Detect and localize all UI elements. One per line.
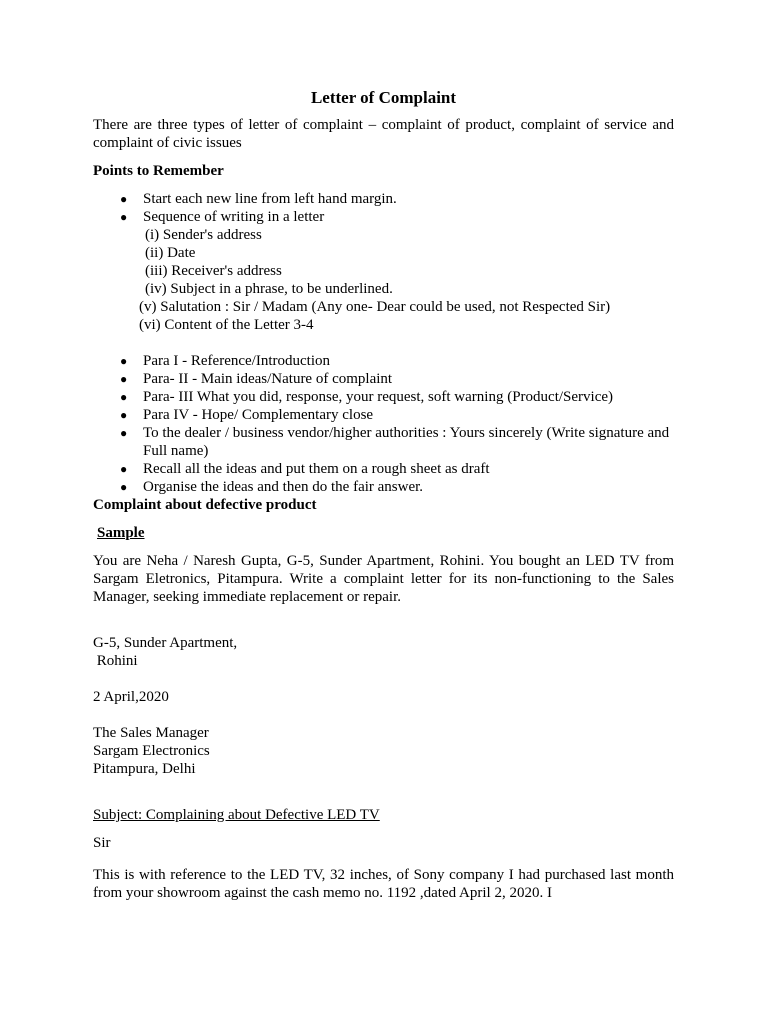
sequence-item: (iii) Receiver's address (145, 263, 282, 279)
list-item: ● Para- II - Main ideas/Nature of complaint (120, 371, 393, 387)
address-line: Pitampura, Delhi (93, 761, 196, 777)
bullet-icon: ● (120, 354, 128, 368)
bullet-icon: ● (120, 210, 128, 224)
sender-address (93, 634, 674, 670)
list-item: ● Para I - Reference/Introduction (120, 353, 330, 369)
list-item: ● Para- III What you did, response, your request, soft warning (Product/Service) (120, 389, 614, 405)
letter-body-paragraph: This is with reference to the LED TV, 32 inches, of Sony company I had purchased last month from your showroom against the cash memo no. 1192 ,dated April 2, 2020. I (93, 867, 674, 901)
address-line: Sargam Electronics (93, 743, 210, 759)
document-title: Letter of Complaint (310, 88, 457, 107)
receiver-address (93, 724, 674, 778)
letter-salutation: Sir (93, 835, 111, 851)
product-complaint-heading: Complaint about defective product (93, 497, 317, 513)
bullet-icon: ● (120, 462, 128, 476)
address-line: Rohini (93, 653, 138, 669)
address-line: The Sales Manager (93, 725, 209, 741)
list-item: ● Para IV - Hope/ Complementary close (120, 407, 374, 423)
list-item: ● Sequence of writing in a letter (120, 209, 325, 225)
sequence-list (93, 226, 674, 334)
list-item: ● Organise the ideas and then do the fair answer. (120, 479, 424, 495)
points-list (93, 190, 674, 226)
sequence-item: (v) Salutation : Sir / Madam (Any one- Dear could be used, not Respected Sir) (139, 299, 611, 315)
points-heading: Points to Remember (93, 163, 224, 179)
list-item: ● Start each new line from left hand margin. (120, 191, 397, 207)
letter-date: 2 April,2020 (93, 689, 169, 705)
letter-subject: Subject: Complaining about Defective LED TV (93, 807, 380, 823)
list-item: ● Recall all the ideas and put them on a rough sheet as draft (120, 461, 490, 477)
sequence-item: (ii) Date (145, 245, 196, 261)
sequence-item: (i) Sender's address (145, 227, 262, 243)
bullet-icon: ● (120, 372, 128, 386)
sample-task: You are Neha / Naresh Gupta, G-5, Sunder Apartment, Rohini. You bought an LED TV from Sargam Eletronics, Pitampura. Write a complaint letter for its non-functioning to the Sales Manager, seeking immediate replacement or repair. (93, 553, 674, 605)
paragraph-plan-list (93, 352, 674, 496)
address-line: G-5, Sunder Apartment, (93, 635, 238, 651)
sample-label: Sample (97, 525, 145, 541)
document-page (93, 88, 674, 902)
bullet-icon: ● (120, 192, 128, 206)
intro-paragraph: There are three types of letter of complaint – complaint of product, complaint of service and complaint of civic issues (93, 117, 674, 151)
bullet-icon: ● (120, 480, 128, 494)
sequence-item: (vi) Content of the Letter 3-4 (139, 317, 314, 333)
bullet-icon: ● (120, 426, 128, 440)
list-item: ● To the dealer / business vendor/higher authorities : Yours sincerely (Write signature and Full name) (120, 425, 670, 459)
sequence-item: (iv) Subject in a phrase, to be underlined. (145, 281, 393, 297)
bullet-icon: ● (120, 408, 128, 422)
bullet-icon: ● (120, 390, 128, 404)
